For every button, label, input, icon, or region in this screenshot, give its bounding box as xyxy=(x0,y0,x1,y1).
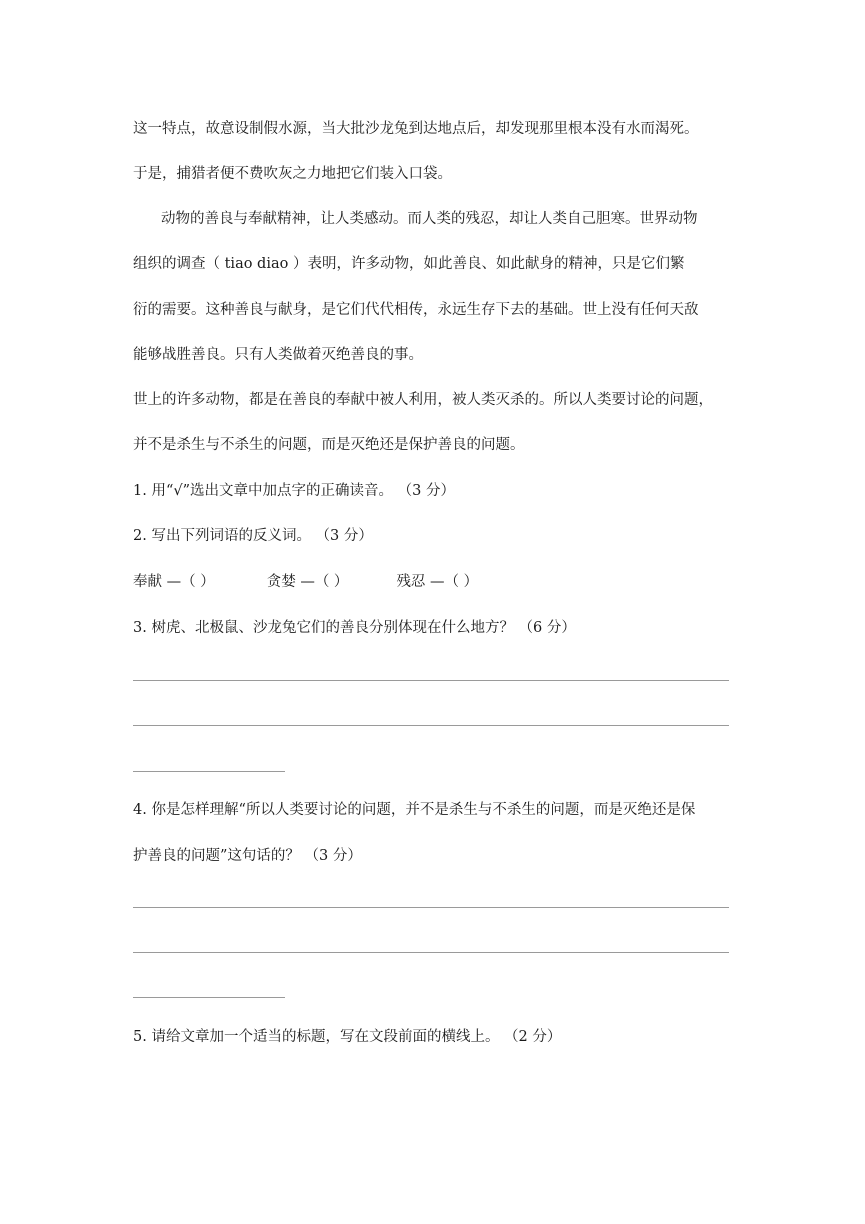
answer-line[interactable] xyxy=(133,997,285,998)
passage-line-6: 能够战胜善良。只有人类做着灭绝善良的事。 xyxy=(133,347,423,363)
question-4-line-1: 4. 你是怎样理解“所以人类要讨论的问题，并不是杀生与不杀生的问题，而是灭绝还是保 xyxy=(133,802,696,818)
question-3: 3. 树虎、北极鼠、沙龙兔它们的善良分别体现在什么地方？ （6 分） xyxy=(133,620,576,636)
answer-line[interactable] xyxy=(133,680,729,681)
answer-line[interactable] xyxy=(133,725,729,726)
passage-line-8: 并不是杀生与不杀生的问题，而是灭绝还是保护善良的问题。 xyxy=(133,437,525,453)
antonym-item-3: 残忍 —（ ） xyxy=(396,574,479,590)
passage-line-5: 衍的需要。这种善良与献身，是它们代代相传，永远生存下去的基础。世上没有任何天敌 xyxy=(133,302,699,318)
passage-line-1: 这一特点，故意设制假水源，当大批沙龙兔到达地点后，却发现那里根本没有水而渴死。 xyxy=(133,121,699,137)
antonym-row xyxy=(133,572,478,592)
passage-line-4: 组织的调查（ tiao diao ）表明，许多动物，如此善良、如此献身的精神，只是它们繁 xyxy=(133,256,685,272)
question-5: 5. 请给文章加一个适当的标题，写在文段前面的横线上。 （2 分） xyxy=(133,1029,562,1045)
passage-line-3: 动物的善良与奉献精神，让人类感动。而人类的残忍，却让人类自己胆寒。世界动物 xyxy=(161,211,698,227)
antonym-item-2: 贪婪 —（ ） xyxy=(266,574,349,590)
question-4-line-2: 护善良的问题”这句话的？ （3 分） xyxy=(133,848,362,864)
answer-line[interactable] xyxy=(133,952,729,953)
answer-line[interactable] xyxy=(133,771,285,772)
question-2: 2. 写出下列词语的反义词。 （3 分） xyxy=(133,528,373,544)
passage-line-2: 于是，捕猎者便不费吹灰之力地把它们装入口袋。 xyxy=(133,166,452,182)
question-1: 1. 用“√”选出文章中加点字的正确读音。 （3 分） xyxy=(133,483,455,499)
antonym-item-1: 奉献 —（ ） xyxy=(133,574,215,590)
passage-line-7: 世上的许多动物，都是在善良的奉献中被人利用，被人类灭杀的。所以人类要讨论的问题， xyxy=(133,392,713,408)
answer-line[interactable] xyxy=(133,907,729,908)
